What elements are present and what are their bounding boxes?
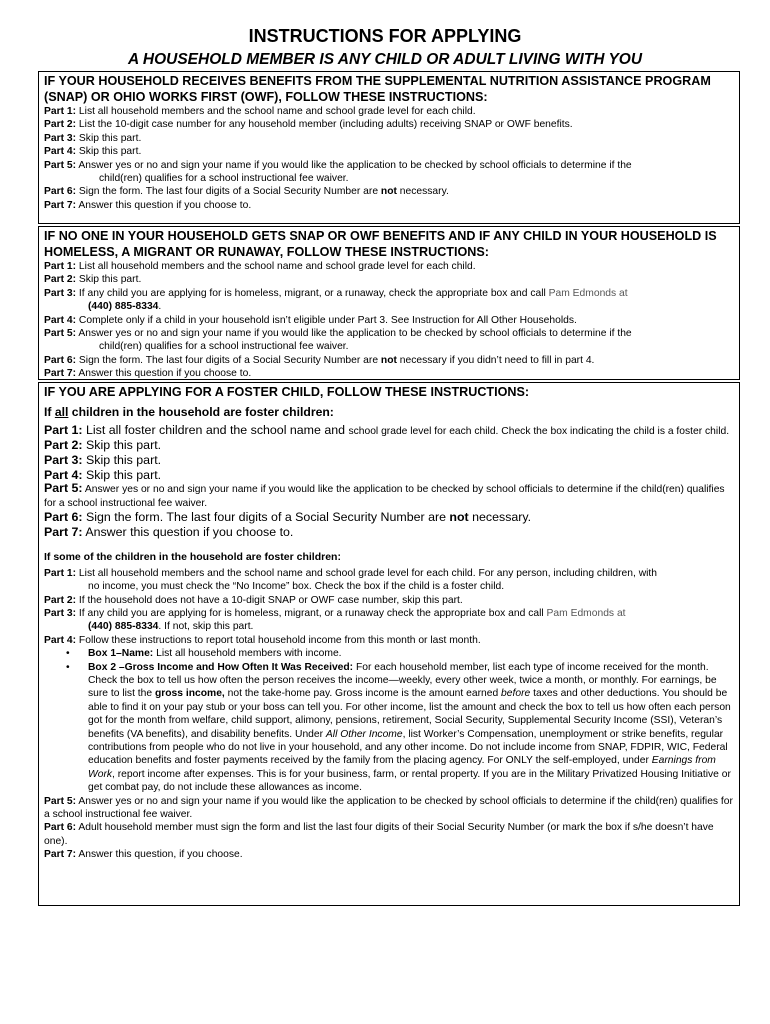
part-text: . (158, 301, 162, 313)
part-label: Part 4: (44, 634, 77, 646)
bullet-label: Box 2 –Gross Income and How Often It Was Received: (88, 661, 354, 673)
part-2-instruction (44, 118, 734, 131)
bullet-icon: • (66, 648, 70, 660)
part-3-instruction (44, 132, 734, 145)
part-label: Part 1: (44, 567, 77, 579)
part-label: Part 2: (44, 119, 77, 131)
emphasis-not: not (380, 354, 397, 366)
section-heading: IF YOU ARE APPLYING FOR A FOSTER CHILD, FOLLOW THESE INSTRUCTIONS: (44, 385, 530, 399)
part-label: Part 5: (44, 159, 77, 171)
part-label: Part 4: (44, 146, 77, 158)
section-heading: IF NO ONE IN YOUR HOUSEHOLD GETS SNAP OR OWF BENEFITS AND IF ANY CHILD IN YOUR HOUSEHOLD IS HOMELESS, A MIGRANT OR RUNAWAY, FOLLOW THESE INSTRUCTIONS: (44, 229, 717, 259)
part-label: Part 3: (44, 287, 77, 299)
some-part-1-instruction (44, 567, 734, 580)
page-title: INSTRUCTIONS FOR APPLYING (248, 26, 522, 46)
part-text: If the household does not have a 10-digit SNAP or OWF case number, skip this part. (76, 594, 463, 606)
part-label: Part 6: (44, 822, 77, 834)
part-text: Answer this question if you choose to. (76, 368, 252, 380)
part-5-continuation: child(ren) qualifies for a school instructional fee waiver. (99, 341, 349, 353)
part-6-instruction (44, 185, 734, 198)
all-part-2-instruction (44, 438, 734, 453)
part-text: Answer yes or no and sign your name if you would like the application to be checked by school officials to determine if the (76, 159, 632, 171)
part-text: Complete only if a child in your household isn’t eligible under Part 3. See Instruction for All Other Households. (76, 314, 577, 326)
part-text: Skip this part. (82, 452, 162, 467)
some-part-4-instruction (44, 634, 734, 647)
part-3-continuation (44, 300, 734, 313)
box-1-bullet (44, 647, 734, 660)
part-text: . If not, skip this part. (158, 621, 254, 633)
part-text: Answer yes or no and sign your name if you would like the application to be checked by school officials to determine if the (76, 328, 632, 340)
all-part-4-instruction (44, 468, 734, 483)
part-5-instruction (44, 159, 734, 172)
bullet-text: List all household members with income. (153, 648, 342, 660)
part-label: Part 6: (44, 510, 83, 525)
part-label: Part 7: (44, 849, 77, 861)
snap-owf-instructions-box (38, 71, 740, 224)
all-part-5-instruction (44, 482, 734, 510)
contact-name: Pam Edmonds at (546, 607, 626, 619)
page-subtitle: A HOUSEHOLD MEMBER IS ANY CHILD OR ADULT LIVING WITH YOU (127, 51, 643, 68)
section-heading: IF YOUR HOUSEHOLD RECEIVES BENEFITS FROM THE SUPPLEMENTAL NUTRITION ASSISTANCE PROGRAM (SNAP) OR OHIO WORKS FIRST (OWF), FOLLOW THESE INSTRUCTIONS: (44, 74, 711, 104)
part-label: Part 6: (44, 354, 77, 366)
some-part-3-continuation (44, 620, 734, 633)
foster-child-instructions-box (38, 382, 740, 906)
part-label: Part 5: (44, 481, 83, 496)
part-text: Answer this question if you choose to. (82, 524, 294, 539)
part-label: Part 2: (44, 594, 77, 606)
part-label: Part 5: (44, 328, 77, 340)
part-7-instruction (44, 367, 734, 380)
part-text: Skip this part. (82, 467, 162, 482)
part-text: school grade level for each child. Check the box indicating the child is a foster child. (348, 425, 730, 437)
part-label: Part 7: (44, 524, 83, 539)
part-text: necessary. (396, 186, 449, 198)
emphasis-not: not (449, 510, 469, 525)
part-text: Sign the form. The last four digits of a Social Security Number are (76, 186, 381, 198)
part-label: Part 1: (44, 422, 83, 437)
part-label: Part 6: (44, 186, 77, 198)
emphasis-gross-income: gross income, (154, 688, 225, 700)
part-4-instruction (44, 314, 734, 327)
emphasis-not: not (380, 186, 397, 198)
contact-phone: (440) 885-8334 (88, 621, 159, 633)
part-text: necessary if you didn’t need to fill in part 4. (396, 354, 595, 366)
emphasis-all: all (54, 404, 69, 419)
part-label: Part 4: (44, 314, 77, 326)
part-3-instruction (44, 287, 734, 300)
part-text: List the 10-digit case number for any household member (including adults) receiving SNAP or OWF benefits. (76, 119, 573, 131)
homeless-migrant-runaway-instructions-box (38, 226, 740, 380)
all-part-6-instruction (44, 510, 734, 525)
part-text: Sign the form. The last four digits of a Social Security Number are (82, 510, 450, 525)
part-6-instruction (44, 354, 734, 367)
part-text: necessary. (468, 510, 532, 525)
some-part-1-continuation: no income, you must check the “No Income” box. Check the box if the child is a foster child. (88, 581, 505, 593)
part-text: Adult household member must sign the form and list the last four digits of their Social Security Number (or mark the box if s/he doesn’t have one). (44, 822, 714, 847)
part-text: List all household members and the school name and school grade level for each child. (76, 106, 476, 117)
bullet-text: For each household member, list each type of income received for the month. Check the box to tell us how often the person receives the income—weekly, every other week, twice a month, or monthly. For earnings, be sure to list the (88, 661, 717, 700)
part-text: List all household members and the school name and school grade level for each child. For any person, including children, with (76, 567, 658, 579)
bullet-label: Box 1–Name: (88, 648, 154, 660)
part-label: Part 3: (44, 607, 77, 619)
some-part-3-instruction (44, 607, 734, 620)
emphasis-all-other-income: All Other Income (325, 728, 403, 740)
part-label: Part 1: (44, 261, 77, 272)
part-5-continuation: child(ren) qualifies for a school instructional fee waiver. (99, 173, 349, 185)
part-label: Part 7: (44, 368, 77, 380)
bullet-text: , report income after expenses. This is for your business, farm, or rental property. If you are in the Military Privatized Housing Initiative or get combat pay, do not include these allowances as income. (88, 768, 731, 794)
bullet-text: , list Worker’s Compensation, unemployment or strike benefits, regular contributions from people who do not live in your household, and any other income. Do not include income from SNAP, FDPIR, WIC, Federal education benefits and foster payments received by the family from the placing agency. For ONLY the self-employed, under (88, 728, 728, 767)
all-part-3-instruction (44, 453, 734, 468)
part-label: Part 3: (44, 132, 77, 144)
part-text: Skip this part. (76, 132, 142, 144)
contact-phone: (440) 885-8334 (88, 301, 159, 313)
part-text: List all foster children and the school name and (82, 422, 349, 437)
some-part-2-instruction (44, 594, 734, 607)
box-2-bullet (44, 661, 734, 795)
some-part-6-instruction (44, 821, 734, 848)
part-2-instruction (44, 273, 734, 286)
bullet-icon: • (66, 661, 70, 673)
part-text: If any child you are applying for is homeless, migrant, or a runaway, check the appropriate box and call (76, 287, 549, 299)
part-1-instruction (44, 105, 734, 118)
some-foster-subheading: If some of the children in the household are foster children: (44, 550, 341, 563)
part-label: Part 3: (44, 452, 83, 467)
part-text: Answer yes or no and sign your name if you would like the application to be checked by school officials to determine if the child(ren) qualifies for a school instructional fee waiver. (44, 484, 725, 509)
part-text: Skip this part. (76, 274, 142, 286)
part-text: List all household members and the school name and school grade level for each child. (76, 261, 476, 272)
part-text: Answer this question if you choose to. (76, 199, 252, 211)
part-4-instruction (44, 145, 734, 158)
emphasis-before: before (501, 688, 531, 700)
part-label: Part 5: (44, 795, 77, 807)
contact-name: Pam Edmonds at (548, 287, 628, 299)
part-label: Part 7: (44, 199, 77, 211)
part-text: Skip this part. (82, 437, 162, 452)
emphasis-earnings-from-work: Earnings from Work (88, 755, 716, 780)
part-1-instruction (44, 260, 734, 273)
part-5-instruction (44, 327, 734, 340)
all-part-1-instruction (44, 424, 734, 438)
part-text: Answer this question, if you choose. (76, 849, 243, 861)
part-text: Follow these instructions to report total household income from this month or last month. (76, 634, 481, 646)
part-text: Answer yes or no and sign your name if you would like the application to be checked by school officials to determine if the child(ren) qualifies for a school instructional fee waiver. (44, 795, 733, 821)
all-foster-subheading: If all children in the household are foster children: (44, 404, 334, 419)
part-label: Part 1: (44, 106, 77, 117)
bullet-text: taxes and other deductions. You should be able to find it on your pay stub or your boss can tell you. For other income, list the amount and check the box to tell us how often each person got for the month from welfare, child support, alimony, pensions, retirement, Social Security, Supplemental Security Income (SSI), Veteran’s benefits (VA benefits), and disability benefits. Under (88, 688, 731, 740)
some-part-7-instruction (44, 848, 734, 861)
part-label: Part 4: (44, 467, 83, 482)
part-label: Part 2: (44, 437, 83, 452)
part-text: If any child you are applying for is homeless, migrant, or a runaway check the appropriate box and call (76, 607, 547, 619)
some-part-5-instruction (44, 795, 734, 822)
part-text: Sign the form. The last four digits of a Social Security Number are (76, 354, 381, 366)
part-7-instruction (44, 199, 734, 212)
part-label: Part 2: (44, 274, 77, 286)
part-text: Skip this part. (76, 146, 142, 158)
bullet-text: not the take-home pay. Gross income is the amount earned (224, 688, 502, 700)
all-part-7-instruction (44, 525, 734, 540)
